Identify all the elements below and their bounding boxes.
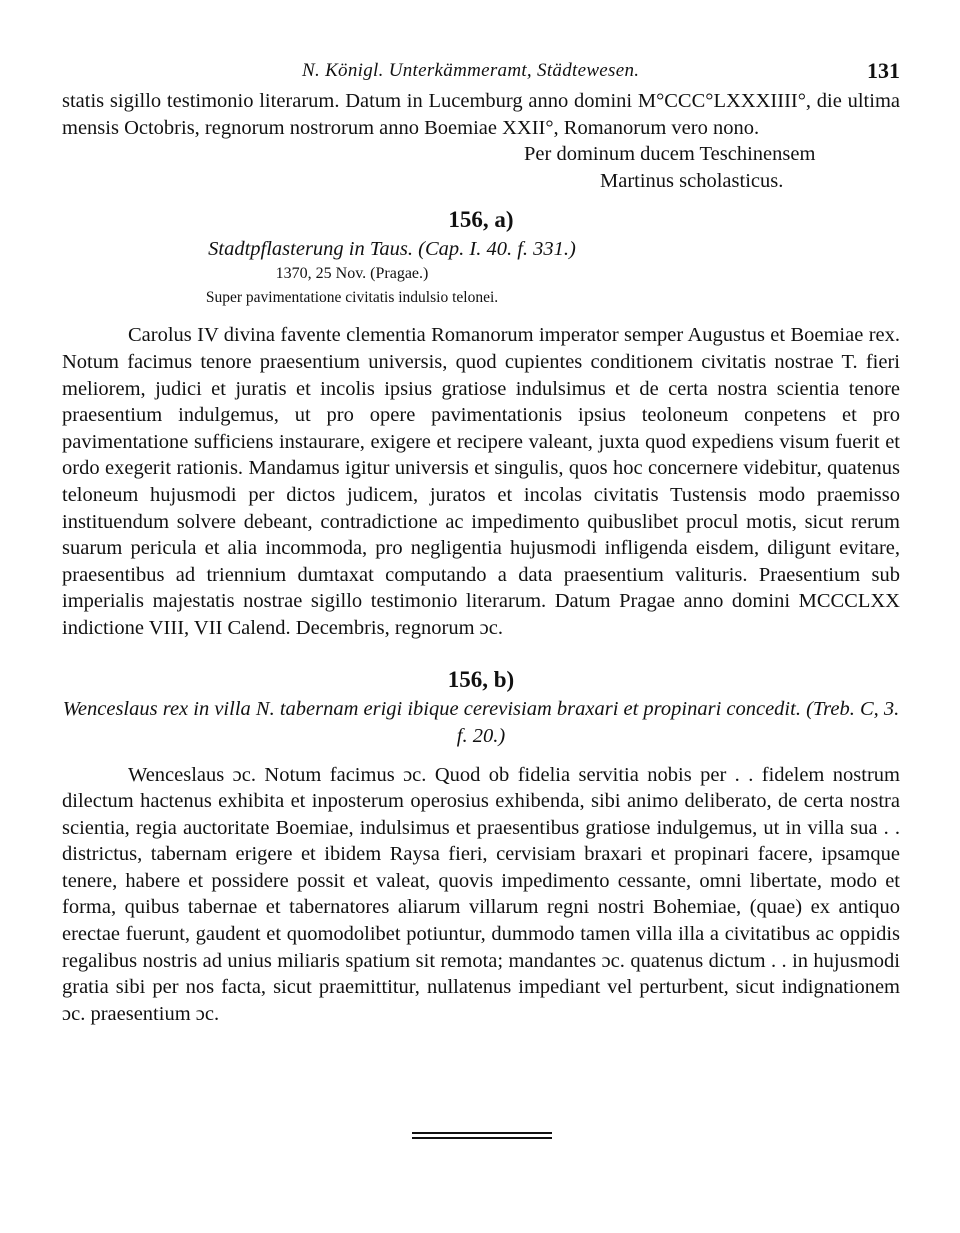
document-abstract-a: Super pavimentatione civitatis indulsio telonei. — [205, 289, 499, 307]
end-rule-line-1 — [412, 1132, 552, 1134]
document-number-a: 156, a) — [448, 207, 514, 233]
end-rule-line-2 — [412, 1137, 552, 1139]
signature-line-1: Per dominum ducem Teschinensem — [524, 143, 816, 166]
opening-paragraph: statis sigillo testimonio literarum. Datum in Lucemburg anno domini M°CCC°LXXXIIII°, die ultima mensis Octobris, regnorum nostrorum anno Boemiae XXII°, Romanorum vero nono. — [62, 90, 900, 139]
document-dateline-a: 1370, 25 Nov. (Pragae.) — [275, 265, 429, 283]
page-number: 131 — [867, 58, 900, 83]
document-body-b: Wenceslaus ɔc. Notum facimus ɔc. Quod ob fidelia servitia nobis per . . fidelem nostrum dilectum hactenus exhibita et inposterum operosius exhibenda, sibi animo deliberato, de certa nostra scientia, regia auctoritate Boemiae, indulsimus et praesentibus gratiose indulgemus, ut in villa sua . . districtus, tabernam erigere et ibidem Raysa fieri, cervisiam braxari et propinari facere, ipsamque tenere, habere et possidere possit et valeat, quovis impedimento cessante, omni libertate, modo et forma, quibus tabernae et tabernatores aliarum villarum regni nostri Bohemiae, (quae) ex antiquo erectae fuerunt, gaudent et quomodolibet potiuntur, dummodo tamen villa illa a civitatibus ac oppidis regalibus nostris ad unius miliaris spatium sit remota; mandantes ɔc. quatenus dictum . . in hujusmodi gratia sibi per nos facta, sicut praemittitur, nullatenus impediant vel perturbent, sicut indignationem ɔc. praesentium ɔc. — [62, 763, 900, 1025]
running-head — [62, 58, 900, 88]
document-title-b: Wenceslaus rex in villa N. tabernam erigi ibique cerevisiam braxari et propinari concedit. (Treb. C, 3. f. 20.) — [62, 697, 900, 747]
end-rule — [412, 1132, 552, 1142]
signature-line-2: Martinus scholasticus. — [600, 169, 784, 192]
document-page — [62, 58, 900, 1027]
running-head-title: N. Königl. Unterkämmeramt, Städtewesen. — [302, 60, 640, 81]
document-number-b: 156, b) — [447, 666, 515, 692]
document-title-a: Stadtpflasterung in Taus. (Cap. I. 40. f. 331.) — [208, 238, 576, 261]
document-body-a: Carolus IV divina favente clementia Romanorum imperator semper Augustus et Boemiae rex. Notum facimus tenore praesentium universis, quod cupientes conditionem civitatis nostrae T. fieri meliorem, judici et juratis et incolis ipsius gratiose indulsimus et de certa nostra scientia tenore praesentium indulgemus, ut pro opere pavimentationis ipsius teoloneum conpetens et pro pavimentatione sufficiens instaurare, exigere et recipere valeant, juxta quod expediens visum fuerit et ordo exegerit rationis. Mandamus igitur universis et singulis, quos hoc concernere videbitur, quatenus teloneum hujusmodi per dictos judicem, juratos et incolas civitatis Tustensis modo praemisso instituendum solvere debeant, contradictione ac impedimento quibuslibet procul motis, sicut rerum suarum pericula et alia incommoda, pro negligentia hujusmodi infligenda eisdem, diligunt evitare, praesentibus ad triennium dumtaxat computando a data praesentium valituris. Praesentium sub imperialis majestatis nostrae sigillo testimonio literarum. Datum Pragae anno domini MCCCLXX indictione VIII, VII Calend. Decembris, regnorum ɔc. — [62, 324, 900, 639]
